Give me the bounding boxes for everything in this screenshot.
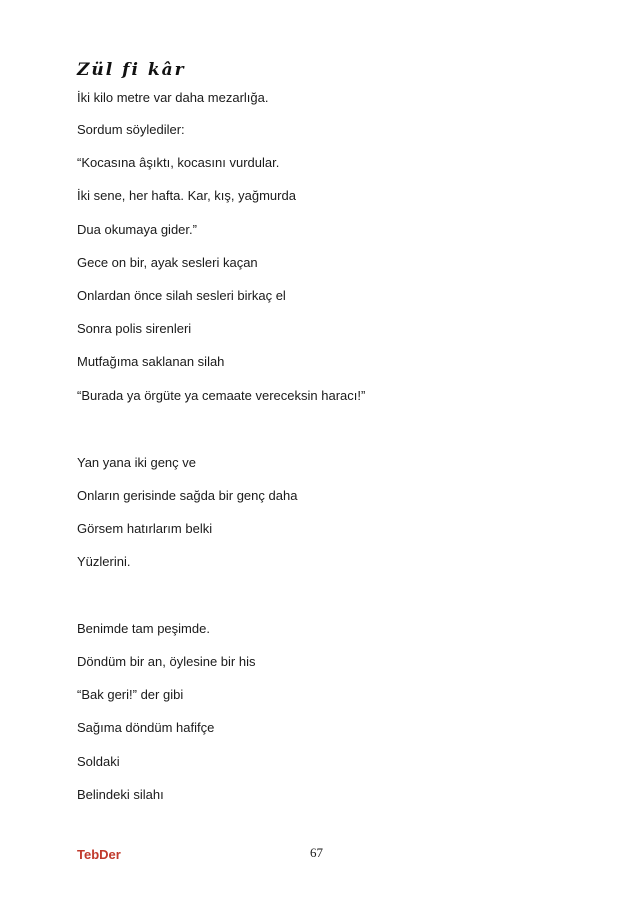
poem-line: Döndüm bir an, öylesine bir his bbox=[77, 654, 256, 669]
poem-line: Dua okumaya gider.” bbox=[77, 222, 197, 237]
poem-title: Zül fi kâr bbox=[77, 60, 186, 80]
poem-line: Sağıma döndüm hafifçe bbox=[77, 720, 215, 735]
poem-line: Soldaki bbox=[77, 754, 120, 769]
poem-line: Onların gerisinde sağda bir genç daha bbox=[77, 488, 298, 503]
poem-line: Yan yana iki genç ve bbox=[77, 455, 196, 470]
poem-line: “Bak geri!” der gibi bbox=[77, 687, 184, 702]
poem-line: Belindeki silahı bbox=[77, 787, 164, 802]
poem-line: “Burada ya örgüte ya cemaate vereceksin haracı!” bbox=[77, 388, 366, 403]
poem-line: Görsem hatırlarım belki bbox=[77, 521, 213, 536]
poem-line: İki sene, her hafta. Kar, kış, yağmurda bbox=[77, 188, 296, 203]
footer-brand: TebDer bbox=[77, 847, 121, 862]
page-number: 67 bbox=[310, 845, 323, 860]
poem-line: Benimde tam peşimde. bbox=[77, 621, 210, 636]
poem-line: Gece on bir, ayak sesleri kaçan bbox=[77, 255, 258, 270]
poem-line: Sordum söylediler: bbox=[77, 122, 185, 137]
poem-line: Sonra polis sirenleri bbox=[77, 321, 192, 336]
poem-line: Mutfağıma saklanan silah bbox=[77, 354, 225, 369]
poem-line: İki kilo metre var daha mezarlığa. bbox=[77, 90, 269, 105]
poem-line: “Kocasına âşıktı, kocasını vurdular. bbox=[77, 155, 280, 170]
poem-line: Yüzlerini. bbox=[77, 554, 131, 569]
poem-line: Onlardan önce silah sesleri birkaç el bbox=[77, 288, 286, 303]
